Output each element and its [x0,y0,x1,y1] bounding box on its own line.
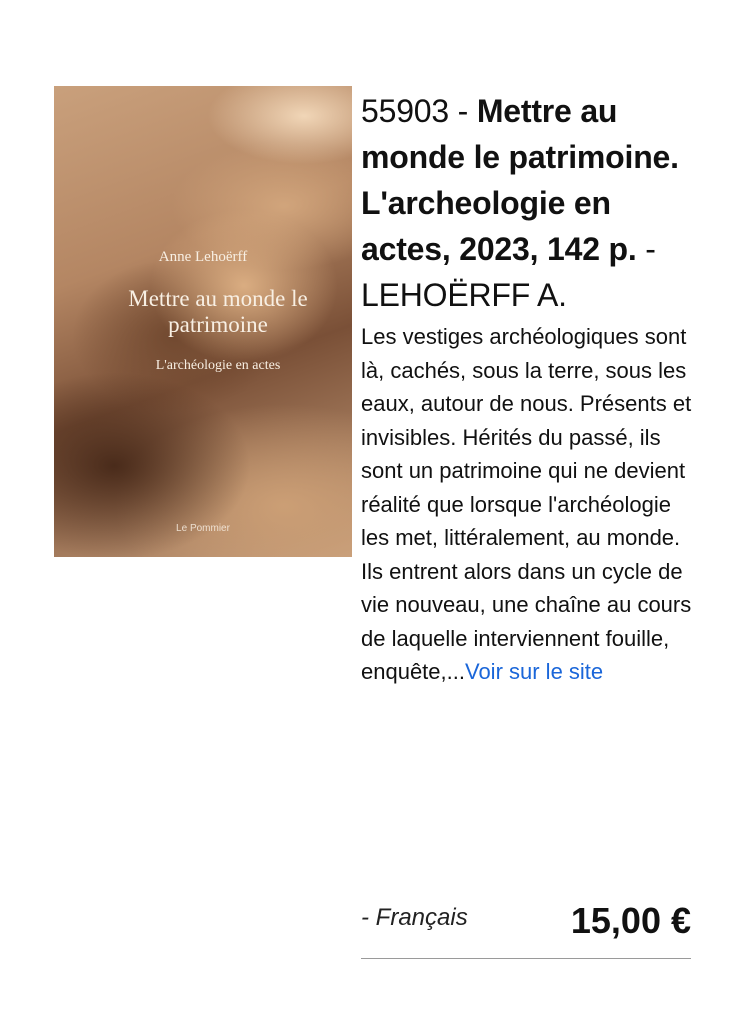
book-number: 55903 - [361,93,477,129]
book-title-block [361,88,701,318]
book-author: LEHOËRFF A. [361,277,567,313]
cover-author: Anne Lehoërff [158,249,248,265]
cover-publisher: Le Pommier [176,523,230,534]
book-info [361,88,701,689]
price-row [361,898,691,959]
cover-subtitle: L'archéologie en actes [155,358,281,373]
book-description: Les vestiges archéologiques sont là, cachés, sous la terre, sous les eaux, autour de nous. Présents et invisibles. Hérités du passé, ils sont un patrimoine qui ne devient réalité que lorsque l'archéologie les met, littéralement, au monde. Ils entrent alors dans un cycle de vie nouveau, une chaîne au cours de laquelle interviennent fouille, enquête,... [361,324,692,684]
cover-title: Mettre au monde le patrimoine [128,286,308,337]
author-separator: - [636,231,656,267]
price: 15,00 € [570,900,691,941]
view-on-site-link[interactable]: Voir sur le site [464,659,604,684]
book-cover-image[interactable] [54,86,352,557]
book-description-block [361,320,695,689]
book-title: Mettre au monde le patrimoine. L'archeologie en actes, 2023, 142 p. [361,93,679,267]
language-label: - Français [361,904,468,931]
